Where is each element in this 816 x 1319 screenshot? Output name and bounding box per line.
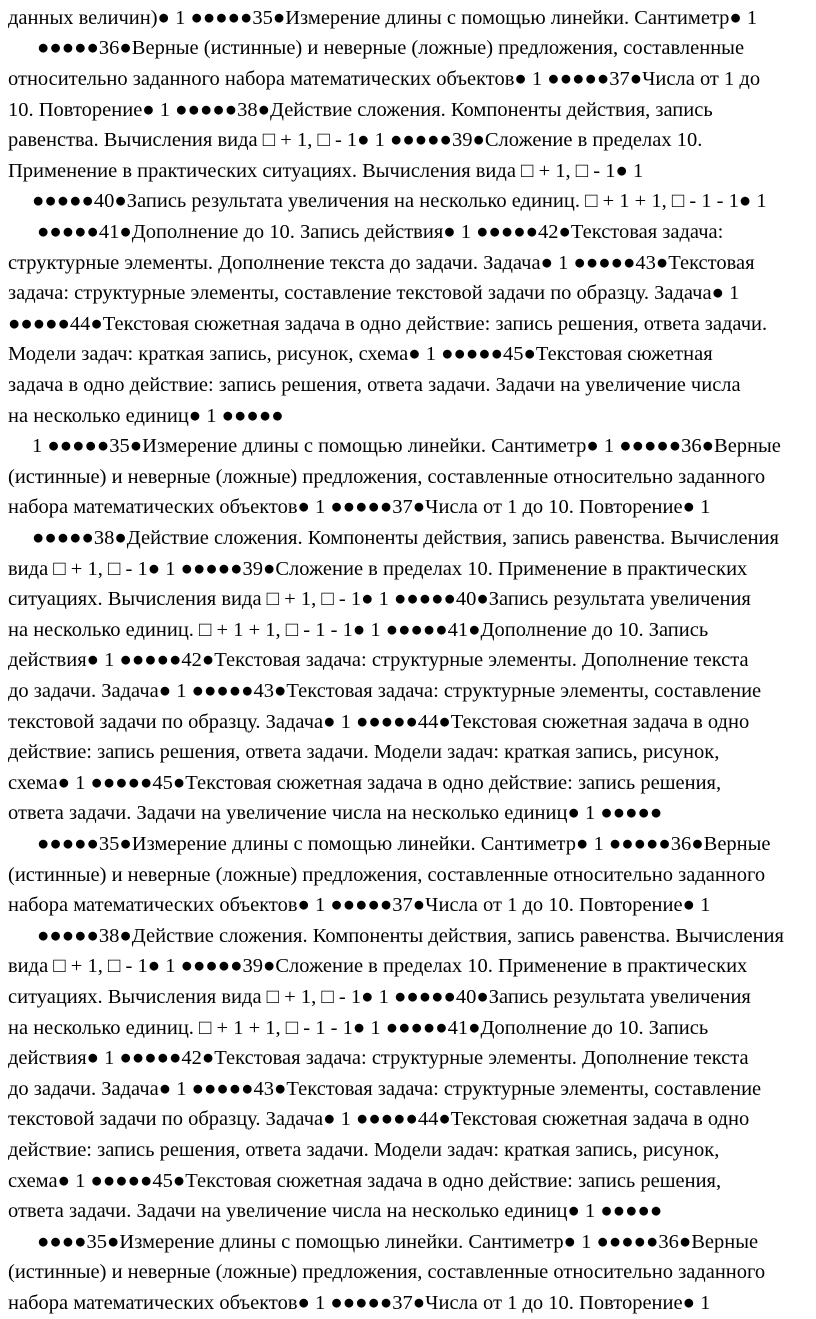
- text-line: 1 ●●●●●35●Измерение длины с помощью линейки. Сантиметр● 1 ●●●●●36●Верные: [32, 435, 781, 457]
- text-line: текстовой задачи по образцу. Задача● 1 ●●●●●44●Текстовая сюжетная задача в одно: [8, 711, 750, 733]
- text-line: вида □ + 1, □ - 1● 1 ●●●●●39●Сложение в пределах 10. Применение в практических: [8, 955, 748, 977]
- text-line: ●●●●●38●Действие сложения. Компоненты действия, запись равенства. Вычисления: [37, 925, 784, 947]
- text-line: действие: запись решения, ответа задачи. Модели задач: краткая запись, рисунок,: [8, 1139, 720, 1161]
- text-line: ситуациях. Вычисления вида □ + 1, □ - 1● 1 ●●●●●40●Запись результата увеличения: [8, 986, 751, 1008]
- text-line: ●●●●●36●Верные (истинные) и неверные (ложные) предложения, составленные: [37, 37, 745, 59]
- text-line: ●●●●●40●Запись результата увеличения на несколько единиц. □ + 1 + 1, □ - 1 - 1● 1: [32, 190, 767, 212]
- text-line: равенства. Вычисления вида □ + 1, □ - 1● 1 ●●●●●39●Сложение в пределах 10.: [8, 129, 703, 151]
- text-line: на несколько единиц. □ + 1 + 1, □ - 1 - 1● 1 ●●●●●41●Дополнение до 10. Запись: [8, 619, 709, 641]
- text-line: набора математических объектов● 1 ●●●●●37●Числа от 1 до 10. Повторение● 1: [8, 496, 711, 518]
- text-line: относительно заданного набора математических объектов● 1 ●●●●●37●Числа от 1 до: [8, 68, 761, 90]
- text-line: (истинные) и неверные (ложные) предложения, составленные относительно заданного: [8, 466, 766, 488]
- text-line: до задачи. Задача● 1 ●●●●●43●Текстовая задача: структурные элементы, составление: [8, 680, 762, 702]
- text-line: текстовой задачи по образцу. Задача● 1 ●●●●●44●Текстовая сюжетная задача в одно: [8, 1108, 750, 1130]
- text-line: вида □ + 1, □ - 1● 1 ●●●●●39●Сложение в пределах 10. Применение в практических: [8, 558, 748, 580]
- text-line: схема● 1 ●●●●●45●Текстовая сюжетная задача в одно действие: запись решения,: [8, 772, 722, 794]
- text-line: ответа задачи. Задачи на увеличение числа на несколько единиц● 1 ●●●●●: [8, 802, 663, 824]
- text-line: ●●●●35●Измерение длины с помощью линейки. Сантиметр● 1 ●●●●●36●Верные: [37, 1231, 759, 1253]
- text-line: действия● 1 ●●●●●42●Текстовая задача: структурные элементы. Дополнение текста: [8, 1047, 749, 1069]
- text-line: ●●●●●41●Дополнение до 10. Запись действия● 1 ●●●●●42●Текстовая задача:: [37, 221, 724, 243]
- text-line: на несколько единиц● 1 ●●●●●: [8, 405, 284, 427]
- text-line: Модели задач: краткая запись, рисунок, схема● 1 ●●●●●45●Текстовая сюжетная: [8, 343, 713, 365]
- text-line: набора математических объектов● 1 ●●●●●37●Числа от 1 до 10. Повторение● 1: [8, 1292, 711, 1314]
- text-line: ●●●●●38●Действие сложения. Компоненты действия, запись равенства. Вычисления: [32, 527, 779, 549]
- text-line: задача в одно действие: запись решения, ответа задачи. Задачи на увеличение числа: [8, 374, 741, 396]
- text-line: 10. Повторение● 1 ●●●●●38●Действие сложения. Компоненты действия, запись: [8, 99, 713, 121]
- text-line: структурные элементы. Дополнение текста до задачи. Задача● 1 ●●●●●43●Текстовая: [8, 252, 755, 274]
- text-line: (истинные) и неверные (ложные) предложения, составленные относительно заданного: [8, 864, 766, 886]
- text-line: набора математических объектов● 1 ●●●●●37●Числа от 1 до 10. Повторение● 1: [8, 894, 711, 916]
- text-line: действия● 1 ●●●●●42●Текстовая задача: структурные элементы. Дополнение текста: [8, 649, 749, 671]
- text-line: ●●●●●44●Текстовая сюжетная задача в одно действие: запись решения, ответа задачи.: [8, 313, 768, 335]
- text-line: до задачи. Задача● 1 ●●●●●43●Текстовая задача: структурные элементы, составление: [8, 1078, 762, 1100]
- text-line: Применение в практических ситуациях. Вычисления вида □ + 1, □ - 1● 1: [8, 160, 644, 182]
- text-line: действие: запись решения, ответа задачи. Модели задач: краткая запись, рисунок,: [8, 741, 720, 763]
- text-line: задача: структурные элементы, составление текстовой задачи по образцу. Задача● 1: [8, 282, 740, 304]
- text-line: ответа задачи. Задачи на увеличение числа на несколько единиц● 1 ●●●●●: [8, 1200, 663, 1222]
- text-line: данных величин)● 1 ●●●●●35●Измерение длины с помощью линейки. Сантиметр● 1: [8, 7, 758, 29]
- text-line: схема● 1 ●●●●●45●Текстовая сюжетная задача в одно действие: запись решения,: [8, 1170, 722, 1192]
- text-line: на несколько единиц. □ + 1 + 1, □ - 1 - 1● 1 ●●●●●41●Дополнение до 10. Запись: [8, 1017, 709, 1039]
- text-line: ситуациях. Вычисления вида □ + 1, □ - 1● 1 ●●●●●40●Запись результата увеличения: [8, 588, 751, 610]
- text-line: ●●●●●35●Измерение длины с помощью линейки. Сантиметр● 1 ●●●●●36●Верные: [37, 833, 771, 855]
- text-line: (истинные) и неверные (ложные) предложения, составленные относительно заданного: [8, 1261, 766, 1283]
